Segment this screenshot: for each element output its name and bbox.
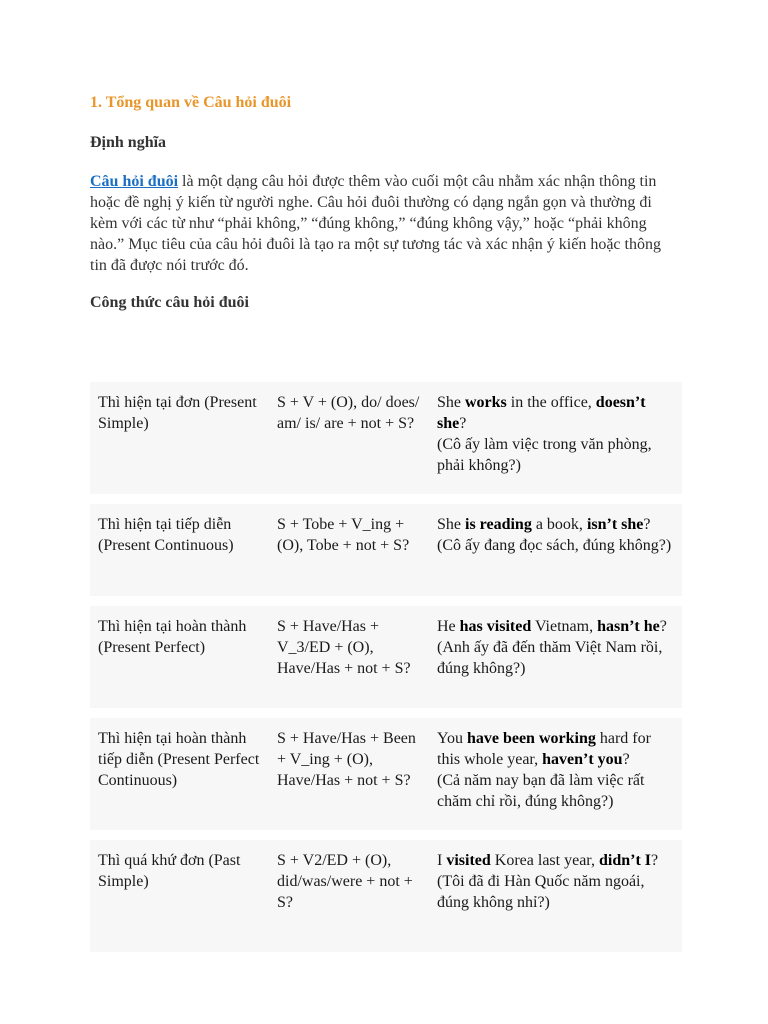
section-title: 1. Tổng quan về Câu hỏi đuôi <box>90 94 292 111</box>
table-row <box>90 504 682 606</box>
formula-cell: S + V2/ED + (O), did/was/were + not + S? <box>269 840 429 962</box>
example-cell: You have been working hard for this whole year, haven’t you? (Cả năm nay bạn đã làm việc rất chăm chỉ rồi, đúng không?) <box>429 718 682 840</box>
formula-cell: S + Have/Has + Been + V_ing + (O), Have/Has + not + S? <box>269 718 429 840</box>
example-cell: He has visited Vietnam, hasn’t he? (Anh ấy đã đến thăm Việt Nam rồi, đúng không?) <box>429 606 682 718</box>
table-row <box>90 718 682 840</box>
tense-cell: Thì quá khứ đơn (Past Simple) <box>90 840 269 962</box>
translation: (Cả năm nay bạn đã làm việc rất chăm chỉ rồi, đúng không?) <box>437 772 645 810</box>
example-cell: She is reading a book, isn’t she? (Cô ấy đang đọc sách, đúng không?) <box>429 504 682 606</box>
definition-paragraph <box>90 171 680 276</box>
table-row <box>90 382 682 504</box>
definition-heading: Định nghĩa <box>90 134 167 151</box>
formula-heading: Công thức câu hỏi đuôi <box>90 294 249 311</box>
table-row <box>90 606 682 718</box>
tense-table <box>90 382 682 962</box>
tense-cell: Thì hiện tại hoàn thành tiếp diễn (Present Perfect Continuous) <box>90 718 269 840</box>
translation: (Cô ấy làm việc trong văn phòng, phải không?) <box>437 436 652 474</box>
term-link[interactable]: Câu hỏi đuôi <box>90 173 179 190</box>
formula-cell: S + Tobe + V_ing + (O), Tobe + not + S? <box>269 504 429 606</box>
tense-cell: Thì hiện tại đơn (Present Simple) <box>90 382 269 504</box>
formula-cell: S + V + (O), do/ does/ am/ is/ are + not + S? <box>269 382 429 504</box>
translation: (Tôi đã đi Hàn Quốc năm ngoái, đúng không nhỉ?) <box>437 873 645 911</box>
example-cell: I visited Korea last year, didn’t I? (Tôi đã đi Hàn Quốc năm ngoái, đúng không nhỉ?) <box>429 840 682 962</box>
tense-cell: Thì hiện tại hoàn thành (Present Perfect) <box>90 606 269 718</box>
tense-cell: Thì hiện tại tiếp diễn (Present Continuous) <box>90 504 269 606</box>
formula-cell: S + Have/Has + V_3/ED + (O), Have/Has + not + S? <box>269 606 429 718</box>
translation: (Anh ấy đã đến thăm Việt Nam rồi, đúng không?) <box>437 639 663 677</box>
table-row <box>90 840 682 962</box>
definition-text: là một dạng câu hỏi được thêm vào cuối một câu nhằm xác nhận thông tin hoặc đề nghị ý kiến từ người nghe. Câu hỏi đuôi thường có dạng ngắn gọn và thường đi kèm với các từ như “phải không,” “đúng không,” “đúng không vậy,” hoặc “phải không nào.” Mục tiêu của câu hỏi đuôi là tạo ra một sự tương tác và xác nhận ý kiến hoặc thông tin đã được nói trước đó. <box>90 173 661 274</box>
translation: (Cô ấy đang đọc sách, đúng không?) <box>437 537 672 554</box>
example-cell: She works in the office, doesn’t she? (Cô ấy làm việc trong văn phòng, phải không?) <box>429 382 682 504</box>
